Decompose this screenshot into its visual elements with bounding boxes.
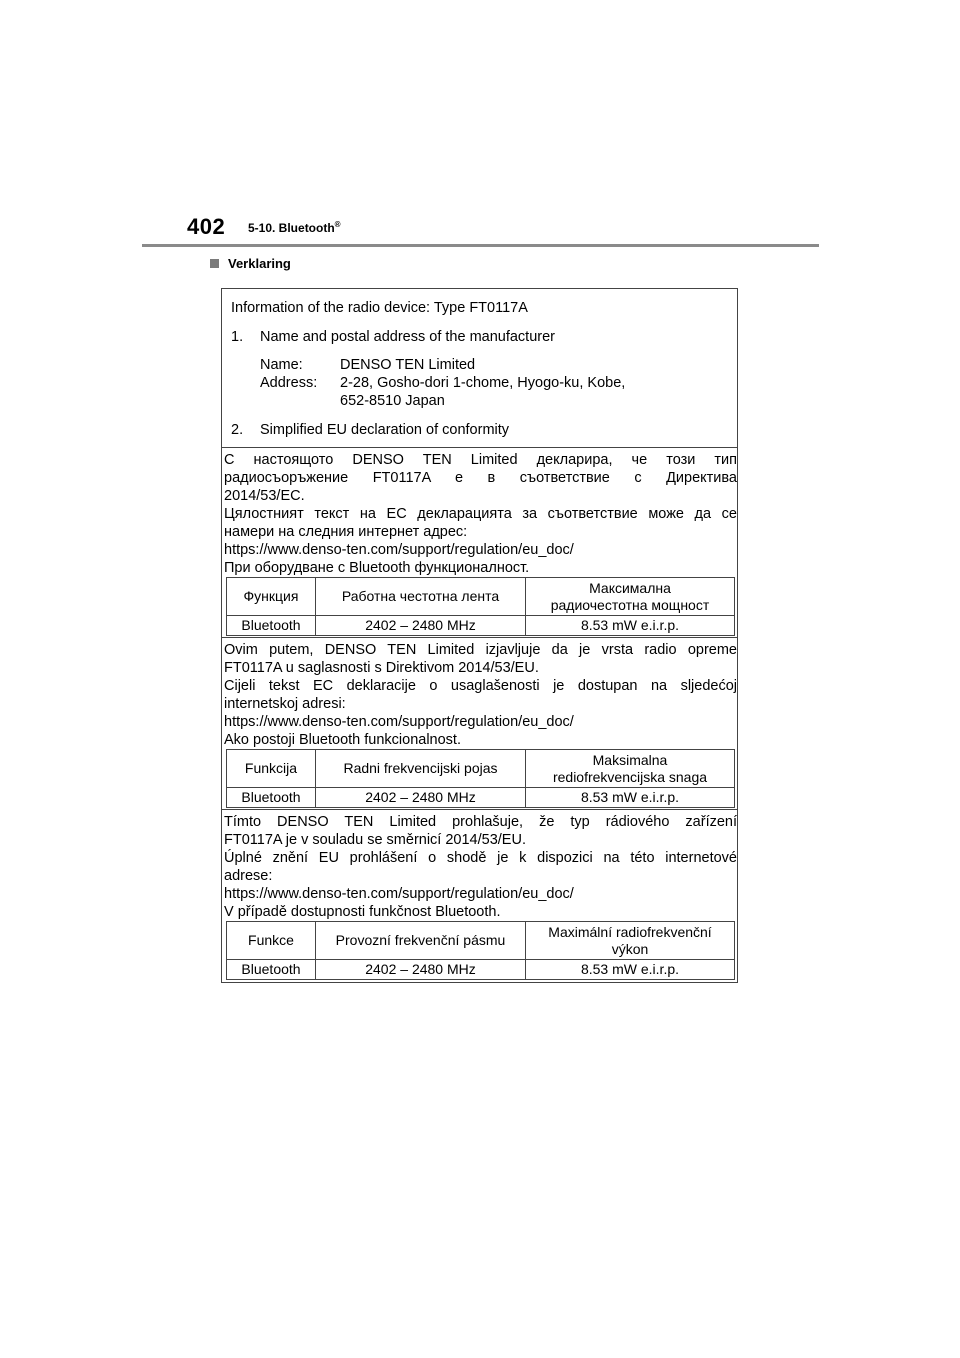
- table-cell: 2402 – 2480 MHz: [316, 788, 526, 808]
- declaration-line: Úplné znění EU prohlášení o shodě je k dispozici na této internetové: [224, 850, 737, 866]
- table-cell: Bluetooth: [227, 616, 316, 636]
- spec-table-czech: [226, 921, 735, 980]
- item2-number: 2.: [231, 422, 244, 438]
- declaration-line: намери на следния интернет адрес:: [224, 524, 468, 540]
- table-header: [526, 750, 735, 788]
- declaration-line: Ovim putem, DENSO TEN Limited izjavljuje da je vrsta radio opreme: [224, 642, 737, 658]
- name-value: DENSO TEN Limited: [340, 357, 476, 373]
- item1-number: 1.: [231, 329, 244, 345]
- table-header: [526, 922, 735, 960]
- table-cell: Bluetooth: [227, 788, 316, 808]
- declaration-czech: [224, 813, 737, 921]
- name-label: Name:: [260, 357, 303, 373]
- section-divider: [222, 809, 737, 810]
- declaration-line: При оборудване с Bluetooth функционалност.: [224, 560, 530, 576]
- table-header: Funkcija: [227, 750, 316, 788]
- table-header: Provozní frekvenční pásmu: [316, 922, 526, 960]
- item2-text: Simplified EU declaration of conformity: [260, 422, 510, 438]
- table-cell: 2402 – 2480 MHz: [316, 616, 526, 636]
- declaration-line: FT0117A u saglasnosti s Direktivom 2014/53/EU.: [224, 660, 539, 676]
- declaration-line: adrese:: [224, 868, 273, 884]
- address-line1: 2-28, Gosho-dori 1-chome, Hyogo-ku, Kobe,: [340, 375, 626, 391]
- table-cell: 8.53 mW e.i.r.p.: [526, 788, 735, 808]
- address-line2: 652-8510 Japan: [340, 393, 445, 409]
- declaration-bosnian: [224, 641, 737, 749]
- declaration-box: [221, 288, 738, 983]
- declaration-line: FT0117A je v souladu se směrnicí 2014/53/EU.: [224, 832, 526, 848]
- table-header: Функция: [227, 578, 316, 616]
- declaration-url: https://www.denso-ten.com/support/regulation/eu_doc/: [224, 886, 574, 902]
- section-title-text: 5-10. Bluetooth: [248, 221, 335, 235]
- table-header-line: rediofrekvencijska snaga: [552, 768, 708, 785]
- table-header-line: радиочестотна мощност: [550, 596, 710, 613]
- declaration-line: С настоящото DENSO TEN Limited декларира, че този тип: [224, 452, 737, 468]
- section-divider: [222, 637, 737, 638]
- declaration-line: V případě dostupnosti funkčnost Bluetooth.: [224, 904, 501, 920]
- item1-text: Name and postal address of the manufacturer: [260, 329, 555, 345]
- spec-table-bosnian: [226, 749, 735, 808]
- square-bullet-icon: [210, 259, 219, 268]
- radio-info-block: [222, 289, 737, 448]
- table-cell: 8.53 mW e.i.r.p.: [526, 616, 735, 636]
- table-header-line: Maksimalna: [592, 751, 668, 768]
- header-rule: [142, 244, 819, 247]
- address-label: Address:: [260, 375, 318, 391]
- declaration-line: Цялостният текст на ЕС декларацията за съответствие може да се: [224, 506, 737, 522]
- page-number: 402: [187, 214, 226, 239]
- table-header: [526, 578, 735, 616]
- table-header: Работна честотна лента: [316, 578, 526, 616]
- spec-table-bulgarian: [226, 577, 735, 636]
- declaration-line: радиосъоръжение FT0117A е в съответствие с Директива: [224, 470, 737, 486]
- declaration-line: Tímto DENSO TEN Limited prohlašuje, že typ rádiového zařízení: [224, 814, 737, 830]
- table-header-line: výkon: [611, 940, 649, 957]
- declaration-line: Ako postoji Bluetooth funkcionalnost.: [224, 732, 461, 748]
- section-title: [248, 220, 341, 235]
- table-header: Radni frekvencijski pojas: [316, 750, 526, 788]
- subheading-text: Verklaring: [228, 256, 291, 271]
- table-header-line: Maximální radiofrekvenční: [548, 923, 712, 940]
- declaration-line: internetskoj adresi:: [224, 696, 346, 712]
- table-cell: 2402 – 2480 MHz: [316, 960, 526, 980]
- table-cell: Bluetooth: [227, 960, 316, 980]
- table-cell: 8.53 mW e.i.r.p.: [526, 960, 735, 980]
- radio-info-title: Information of the radio device: Type FT0117A: [231, 300, 528, 316]
- registered-mark: ®: [334, 220, 341, 229]
- subheading: [210, 256, 291, 271]
- declaration-line: 2014/53/ЕС.: [224, 488, 305, 504]
- declaration-url: https://www.denso-ten.com/support/regulation/eu_doc/: [224, 542, 574, 558]
- table-header-line: Максимална: [589, 579, 671, 596]
- declaration-url: https://www.denso-ten.com/support/regulation/eu_doc/: [224, 714, 574, 730]
- declaration-line: Cijeli tekst EC deklaracije o usaglašenosti je dostupan na sljedećoj: [224, 678, 737, 694]
- table-header: Funkce: [227, 922, 316, 960]
- declaration-bulgarian: [224, 451, 737, 577]
